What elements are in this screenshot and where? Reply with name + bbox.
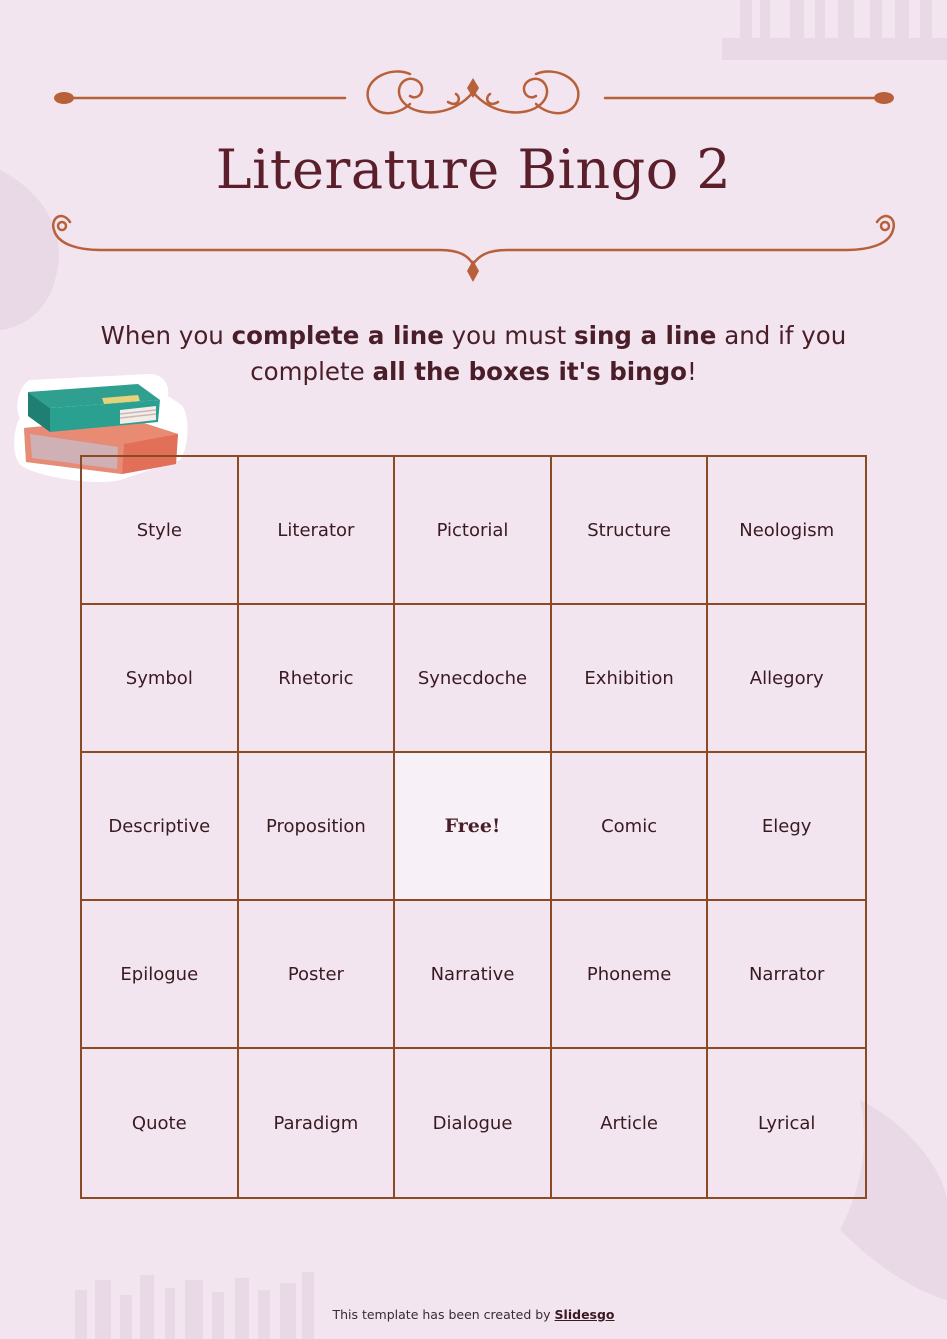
bingo-cell[interactable]: Descriptive <box>82 753 239 901</box>
instructions-part-4: ! <box>686 357 697 386</box>
bingo-cell[interactable]: Literator <box>239 457 396 605</box>
bingo-cell[interactable]: Narrator <box>708 901 865 1049</box>
bingo-cell[interactable]: Article <box>552 1049 709 1197</box>
bingo-cell[interactable]: Phoneme <box>552 901 709 1049</box>
instructions-bold-2: sing a line <box>574 321 717 350</box>
bingo-cell[interactable]: Proposition <box>239 753 396 901</box>
bingo-cell[interactable]: Exhibition <box>552 605 709 753</box>
footer-credit <box>0 1307 947 1322</box>
bingo-cell[interactable]: Dialogue <box>395 1049 552 1197</box>
bingo-cell[interactable]: Paradigm <box>239 1049 396 1197</box>
slidesgo-link[interactable]: Slidesgo <box>554 1307 615 1322</box>
bingo-grid <box>80 455 867 1199</box>
instructions-bold-1: complete a line <box>231 321 444 350</box>
bingo-cell[interactable]: Poster <box>239 901 396 1049</box>
bingo-cell[interactable]: Style <box>82 457 239 605</box>
instructions-bold-3: all the boxes it's bingo <box>372 357 687 386</box>
bingo-cell[interactable]: Quote <box>82 1049 239 1197</box>
bingo-cell[interactable]: Neologism <box>708 457 865 605</box>
instructions-part-1: When you <box>100 321 232 350</box>
bingo-cell[interactable]: Allegory <box>708 605 865 753</box>
bingo-cell[interactable]: Epilogue <box>82 901 239 1049</box>
instructions-part-3: and if you complete <box>250 321 847 386</box>
bingo-cell[interactable]: Pictorial <box>395 457 552 605</box>
bingo-cell[interactable]: Comic <box>552 753 709 901</box>
instructions-text <box>90 318 857 390</box>
bingo-cell[interactable]: Structure <box>552 457 709 605</box>
bingo-cell[interactable]: Narrative <box>395 901 552 1049</box>
page-title: Literature Bingo 2 <box>215 138 732 201</box>
bingo-cell[interactable]: Symbol <box>82 605 239 753</box>
bingo-cell[interactable]: Lyrical <box>758 1112 816 1134</box>
bingo-cell[interactable]: Rhetoric <box>239 605 396 753</box>
bingo-cell[interactable]: Synecdoche <box>395 605 552 753</box>
bingo-cell-free[interactable]: Free! <box>395 753 552 901</box>
footer-prefix: This template has been created by <box>332 1307 555 1322</box>
bingo-cell[interactable]: Elegy <box>708 753 865 901</box>
instructions-part-2: you must <box>443 321 574 350</box>
